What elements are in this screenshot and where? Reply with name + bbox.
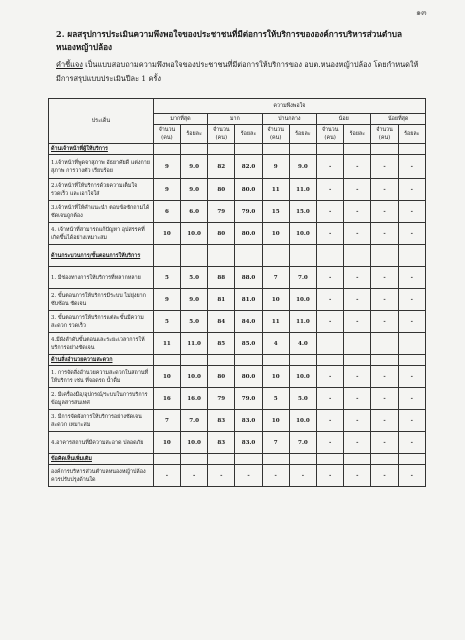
count-subheader [208,125,235,144]
section-label: ด้านกระบวนการ/ขั้นตอนการให้บริการ [49,245,154,267]
count-cell [153,245,180,267]
percent-cell: - [398,432,425,454]
count-cell [153,355,180,366]
count-cell [317,144,344,155]
count-cell: 9 [153,179,180,201]
table-row [49,311,426,333]
count-cell: - [371,267,398,289]
percent-cell: 79.0 [235,388,262,410]
percent-cell [181,245,208,267]
percent-cell: - [344,201,371,223]
count-cell: 80 [208,179,235,201]
count-cell: - [317,201,344,223]
row-label: 2. มีเครื่องมือ/อุปกรณ์/ระบบในการบริการข้อมูลสารสนเทศ [49,388,154,410]
count-cell [371,355,398,366]
percent-cell [181,454,208,465]
count-cell: 84 [208,311,235,333]
percent-cell: - [344,465,371,487]
percent-cell [181,355,208,366]
count-cell: - [317,289,344,311]
percent-cell: 11.0 [181,333,208,355]
table-row [49,289,426,311]
count-cell: 83 [208,410,235,432]
count-cell [371,454,398,465]
section-heading: 2. ผลสรุปการประเมินความพึงพอใจของประชาชนที่มีต่อการให้บริการขององค์การบริหารส่วนตำบลหนองหญ้าปล้อง [56,29,403,52]
percent-cell: 10.0 [289,410,316,432]
level-header: มาก [208,114,262,125]
percent-cell: - [398,410,425,432]
table-row [49,366,426,388]
count-cell: - [371,201,398,223]
count-subheader [317,125,344,144]
percent-cell [398,454,425,465]
percent-cell [344,245,371,267]
percent-cell: 11.0 [289,311,316,333]
percent-cell: - [344,366,371,388]
count-cell [317,355,344,366]
count-cell [371,245,398,267]
count-cell: - [371,155,398,179]
table-row [49,179,426,201]
count-cell: 16 [153,388,180,410]
percent-cell [344,454,371,465]
percent-cell: 10.0 [181,223,208,245]
topic-header: ประเด็น [49,99,154,144]
percent-cell: 79.0 [235,201,262,223]
count-cell: - [317,465,344,487]
count-cell: 15 [262,201,289,223]
table-row [49,267,426,289]
count-cell: 11 [262,311,289,333]
table-row [49,155,426,179]
count-unit: (คน) [269,135,282,141]
section-label: ด้านสิ่งอำนวยความสะดวก [49,355,154,366]
percent-cell: 80.0 [235,179,262,201]
percent-cell: - [344,155,371,179]
intro-label: คำชี้แจง [56,60,83,69]
count-cell: 10 [262,223,289,245]
percent-cell: - [398,155,425,179]
count-cell [208,144,235,155]
count-cell: 83 [208,432,235,454]
count-cell: - [317,267,344,289]
count-cell [317,245,344,267]
count-cell: - [371,223,398,245]
percent-cell: - [398,267,425,289]
table-row [49,201,426,223]
count-cell [371,333,398,355]
count-cell [317,333,344,355]
count-cell: - [317,432,344,454]
count-cell: 10 [153,223,180,245]
percent-cell: 85.0 [235,333,262,355]
count-cell: - [371,289,398,311]
percent-cell [398,333,425,355]
percent-cell [289,355,316,366]
count-cell: - [262,465,289,487]
level-header: น้อยที่สุด [371,114,426,125]
count-cell: 4 [262,333,289,355]
page-mark: ๑๓ [416,8,427,17]
section-row [49,454,426,465]
percent-cell: - [289,465,316,487]
count-cell: 5 [153,267,180,289]
count-cell: 7 [262,267,289,289]
percent-cell: - [344,267,371,289]
percent-cell: - [344,179,371,201]
table-row [49,223,426,245]
percent-cell: 10.0 [181,366,208,388]
count-label: จำนวน [158,127,176,133]
count-cell: 81 [208,289,235,311]
count-cell: 9 [153,155,180,179]
percent-cell [181,144,208,155]
percent-cell: - [344,432,371,454]
count-cell [208,355,235,366]
intro-text: เป็นแบบสอบถามความพึงพอใจของประชาชนที่มีต่อการให้บริการของ อบต.หนองหญ้าปล้อง โดยกำหนดให้มีการสรุปแบบประเมินปีละ 1 ครั้ง [56,60,419,83]
count-cell: - [317,311,344,333]
table-row [49,432,426,454]
count-cell [317,454,344,465]
level-header: น้อย [317,114,371,125]
level-header: มากที่สุด [153,114,207,125]
count-cell [153,144,180,155]
percent-cell: 5.0 [181,311,208,333]
percent-cell: - [398,388,425,410]
percent-cell [398,245,425,267]
count-subheader [371,125,398,144]
percent-cell: - [344,223,371,245]
percent-cell: 82.0 [235,155,262,179]
count-cell: 82 [208,155,235,179]
row-label: 3. ขั้นตอนการให้บริการแต่ละขั้นมีความสะดวก รวดเร็ว [49,311,154,333]
count-cell: - [371,432,398,454]
percent-cell: 9.0 [181,179,208,201]
percent-cell: - [344,289,371,311]
count-cell: 88 [208,267,235,289]
row-label: 4.อาคารสถานที่มีความสะอาด ปลอดภัย [49,432,154,454]
percent-cell: - [398,465,425,487]
percent-cell: 5.0 [181,267,208,289]
count-cell: 10 [262,289,289,311]
percent-subheader: ร้อยละ [398,125,425,144]
percent-subheader: ร้อยละ [344,125,371,144]
table-row [49,465,426,487]
percent-cell: - [398,366,425,388]
percent-cell: - [344,388,371,410]
count-cell [208,454,235,465]
percent-cell: 5.0 [289,388,316,410]
count-cell: - [371,465,398,487]
count-cell: 7 [262,432,289,454]
percent-cell: - [398,311,425,333]
row-label: 3. มีการจัดผังการให้บริการอย่างชัดเจน สะดวก เหมาะสม [49,410,154,432]
count-unit: (คน) [378,135,391,141]
count-cell: - [317,388,344,410]
count-cell [262,245,289,267]
percent-cell: 9.0 [181,155,208,179]
section-row [49,245,426,267]
table-row [49,388,426,410]
percent-cell: 7.0 [181,410,208,432]
count-cell: - [153,465,180,487]
percent-cell: - [398,289,425,311]
count-cell: - [317,366,344,388]
satisfaction-table [48,98,426,487]
percent-cell: 83.0 [235,410,262,432]
percent-cell [235,454,262,465]
percent-cell: 4.0 [289,333,316,355]
percent-cell [235,144,262,155]
count-cell: 10 [262,366,289,388]
count-label: จำนวน [213,127,230,133]
count-cell [208,245,235,267]
level-header: ปานกลาง [262,114,316,125]
percent-cell: - [344,410,371,432]
count-label: จำนวน [267,127,284,133]
count-cell: 80 [208,366,235,388]
count-cell: - [371,311,398,333]
percent-cell [398,144,425,155]
section-label: ข้อคิดเห็นเพิ่มเติม [49,454,154,465]
count-cell: 10 [153,366,180,388]
count-cell: 79 [208,201,235,223]
count-cell: 79 [208,388,235,410]
count-unit: (คน) [324,135,336,141]
percent-cell [344,355,371,366]
count-cell: - [317,410,344,432]
count-cell: 85 [208,333,235,355]
row-label: 2. ขั้นตอนการให้บริการมีระบบ ไม่ยุ่งยาก ซับซ้อน ชัดเจน [49,289,154,311]
count-subheader [262,125,289,144]
row-label: 4.มีผังลำดับขั้นตอนและระยะเวลาการให้บริการอย่างชัดเจน [49,333,154,355]
count-cell: 5 [153,311,180,333]
percent-cell: 11.0 [289,179,316,201]
percent-cell: 7.0 [289,432,316,454]
percent-cell [289,245,316,267]
count-cell: - [371,179,398,201]
percent-cell [344,144,371,155]
count-cell: - [371,410,398,432]
percent-cell: 6.0 [181,201,208,223]
percent-cell: 10.0 [289,223,316,245]
percent-cell: - [181,465,208,487]
table-row [49,333,426,355]
count-label: จำนวน [321,127,339,133]
section-label: ด้านเจ้าหน้าที่ผู้ให้บริการ [49,144,154,155]
count-cell: 5 [262,388,289,410]
table-body [49,144,426,487]
section-row [49,355,426,366]
count-cell: 6 [153,201,180,223]
count-unit: (คน) [215,135,228,141]
percent-cell [235,245,262,267]
count-cell: 9 [262,155,289,179]
count-subheader [153,125,180,144]
percent-cell: - [398,223,425,245]
satisfaction-header: ความพึงพอใจ [153,99,425,114]
count-cell: - [317,223,344,245]
percent-subheader: ร้อยละ [181,125,208,144]
percent-cell: 10.0 [181,432,208,454]
row-label: 2.เจ้าหน้าที่ให้บริการด้วยความเต็มใจ รวดเร็ว และเอาใจใส่ [49,179,154,201]
count-cell: - [317,179,344,201]
count-cell [262,355,289,366]
percent-cell: 84.0 [235,311,262,333]
percent-cell: - [344,311,371,333]
percent-subheader: ร้อยละ [235,125,262,144]
count-cell: - [317,155,344,179]
count-cell: 9 [153,289,180,311]
row-label: 1. มีช่องทางการให้บริการที่หลากหลาย [49,267,154,289]
count-cell: 80 [208,223,235,245]
percent-cell: 16.0 [181,388,208,410]
percent-cell: 83.0 [235,432,262,454]
count-label: จำนวน [376,127,393,133]
row-label: 1. การจัดสิ่งอำนวยความสะดวกในสถานที่ให้บริการ เช่น ที่จอดรถ น้ำดื่ม [49,366,154,388]
percent-cell: 9.0 [181,289,208,311]
percent-cell [289,144,316,155]
count-cell: 11 [262,179,289,201]
row-label: 1.เจ้าหน้าที่พูดจาสุภาพ อัธยาศัยดี แต่งกายสุภาพ การวางตัว เรียบร้อย [49,155,154,179]
percent-cell: 88.0 [235,267,262,289]
count-cell: - [208,465,235,487]
percent-cell: 10.0 [289,366,316,388]
count-cell [153,454,180,465]
percent-cell: 81.0 [235,289,262,311]
count-cell: 10 [262,410,289,432]
count-cell: - [371,388,398,410]
count-cell: 7 [153,410,180,432]
percent-cell: 80.0 [235,223,262,245]
row-label: องค์การบริหารส่วนตำบลหนองหญ้าปล้องควรปรับปรุงด้านใด [49,465,154,487]
count-cell [262,144,289,155]
count-cell [371,144,398,155]
count-cell: 10 [153,432,180,454]
row-label: 4. เจ้าหน้าที่สามารถแก้ปัญหา อุปสรรคที่เกิดขึ้นได้อย่างเหมาะสม [49,223,154,245]
count-unit: (คน) [161,135,173,141]
percent-cell: 7.0 [289,267,316,289]
count-cell: 11 [153,333,180,355]
percent-cell: - [398,179,425,201]
percent-cell [235,355,262,366]
table-row [49,410,426,432]
percent-cell [344,333,371,355]
percent-cell: 15.0 [289,201,316,223]
percent-cell: - [398,201,425,223]
row-label: 3.เจ้าหน้าที่ให้คำแนะนำ ตอบข้อซักถามได้ชัดเจนถูกต้อง [49,201,154,223]
percent-cell: 10.0 [289,289,316,311]
intro-paragraph [56,58,420,86]
count-cell [262,454,289,465]
section-row [49,144,426,155]
percent-cell: 9.0 [289,155,316,179]
percent-cell [289,454,316,465]
percent-cell [398,355,425,366]
percent-subheader: ร้อยละ [289,125,316,144]
percent-cell: - [235,465,262,487]
count-cell: - [371,366,398,388]
percent-cell: 80.0 [235,366,262,388]
